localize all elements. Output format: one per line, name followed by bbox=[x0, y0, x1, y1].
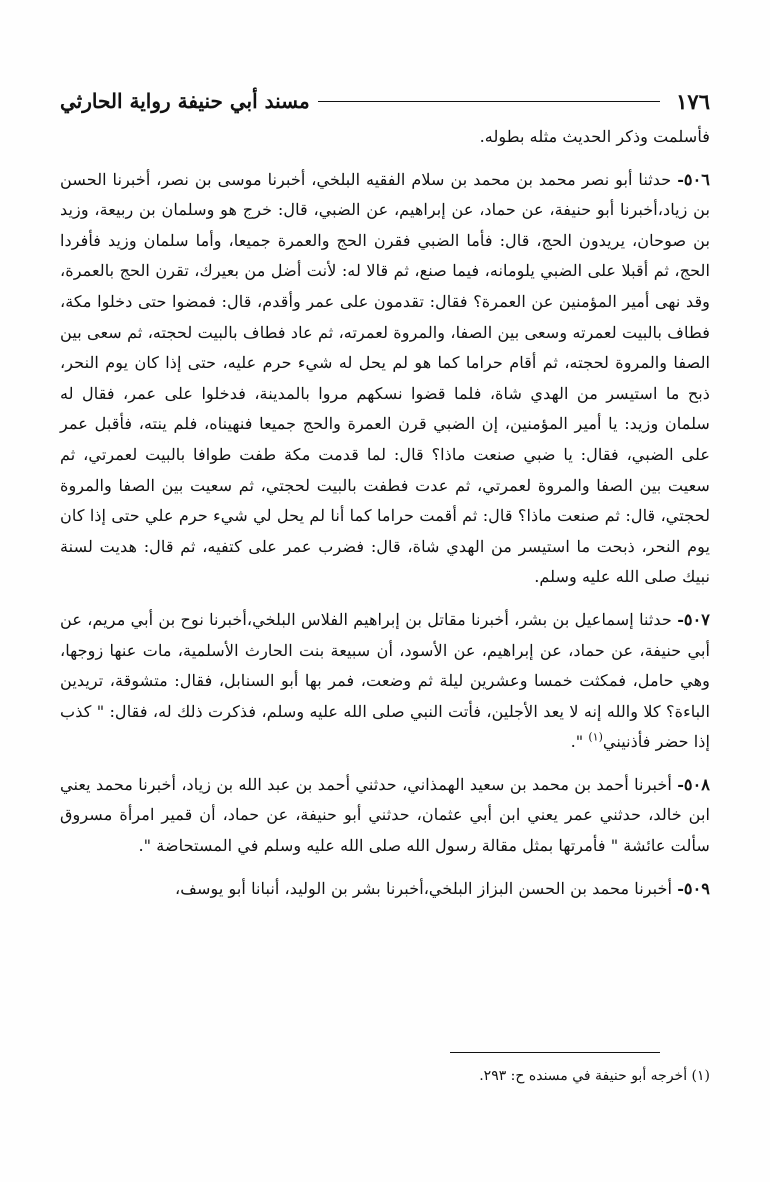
paragraph-text-end: ". bbox=[570, 732, 584, 752]
paragraph-text: حدثنا إسماعيل بن بشر، أخبرنا مقاتل بن إبراهيم الفلاس البلخي،أخبرنا نوح بن أبي مريم، عن أبي حنيفة، عن حماد، عن إبراهيم، عن الأسود، أن سبيعة بنت الحارث الأسلمية، مات عنها زوجها، وهي حامل، فمكثت خمسا وعشرين ليلة ثم وضعت، فمر بها أبو السنابل، فقال: متشوقة، تريدين الباءة؟ كلا والله إنه لا يعد الأجلين، فأتت النبي صلى الله عليه وسلم، فذكرت ذلك له، فقال: " كذب إذا حضر فأذنيني bbox=[60, 609, 710, 752]
main-text bbox=[60, 122, 710, 904]
paragraph-text: أخبرنا محمد بن الحسن البزاز البلخي،أخبرنا بشر بن الوليد، أنبانا أبو يوسف، bbox=[175, 878, 673, 898]
footnote-reference[interactable]: (١) bbox=[588, 730, 603, 744]
footnote-separator bbox=[450, 1052, 660, 1053]
hadith-508 bbox=[60, 770, 710, 862]
footnote: (١) أخرجه أبو حنيفة في مسنده ح: ٢٩٣. bbox=[479, 1068, 710, 1084]
running-header bbox=[60, 86, 710, 116]
paragraph-continuation bbox=[60, 122, 710, 153]
hadith-number: ٥٠٩- bbox=[677, 878, 710, 898]
paragraph-text: حدثنا أبو نصر محمد بن محمد بن سلام الفقيه البلخي، أخبرنا موسى بن نصر، أخبرنا الحسن بن زياد،أخبرنا أبو حنيفة، عن حماد، عن إبراهيم، عن الضبي، قال: خرج هو وسلمان بن ربيعة، وزيد بن صوحان، يريدون الحج، قال: فأما الضبي فقرن الحج والعمرة جميعا، وأما سلمان وزيد فأفردا الحج، ثم أقبلا على الضبي يلومانه، فيما صنع، ثم قالا له: لأنت أضل من بعيرك، تقرن الحج بالعمرة، وقد نهى أمير المؤمنين عن العمرة؟ فقال: تقدمون على عمر وأقدم، قال: فمضوا حتى دخلوا مكة، فطاف بالبيت لعمرته وسعى بين الصفا، والمروة لعمرته، ثم عاد فطاف بالبيت لحجته، ثم سعى بين الصفا والمروة لحجته، ثم أقام حراما كما هو لم يحل له شيء حرم عليه، حتى إذا كان يوم النحر، ذبح ما استيسر من الهدي شاة، فلما قضوا نسكهم مروا بالمدينة، فدخلوا على عمر، فقال له سلمان وزيد: يا أمير المؤمنين، إن الضبي قرن العمرة والحج جميعا فنهيناه، فلم ينته، فأقبل عمر على الضبي، فقال: يا ضبي صنعت ماذا؟ قال: لما قدمت مكة طفت طوافا بالبيت لعمرتي، ثم سعيت بين الصفا والمروة لعمرتي، ثم عدت فطفت بالبيت لحجتي، ثم سعيت بين الصفا والمروة لحجتي، قال: ثم صنعت ماذا؟ قال: ثم أقمت حراما كما أنا لم يحل لي شيء حرم علي حتى إذا كان يوم النحر، ذبحت ما استيسر من الهدي شاة، قال: فضرب عمر على كتفيه، ثم قال: هديت لسنة نبيك صلى الله عليه وسلم. bbox=[60, 169, 710, 587]
hadith-number: ٥٠٨- bbox=[677, 774, 710, 794]
hadith-509 bbox=[60, 874, 710, 905]
header-rule bbox=[318, 101, 660, 102]
hadith-number: ٥٠٦- bbox=[677, 169, 710, 189]
page-number: ١٧٦ bbox=[676, 88, 710, 114]
hadith-506 bbox=[60, 165, 710, 593]
paragraph-text: فأسلمت وذكر الحديث مثله بطوله. bbox=[479, 127, 710, 146]
hadith-507 bbox=[60, 605, 710, 758]
hadith-number: ٥٠٧- bbox=[677, 609, 710, 629]
paragraph-text: أخبرنا أحمد بن محمد بن سعيد الهمذاني، حدثني أحمد بن عبد الله بن زياد، أخبرنا محمد يعني ابن خالد، حدثني عمر يعني ابن أبي عثمان، حدثني أبو حنيفة، عن حماد، أن قمير امرأة مسروق سألت عائشة " فأمرتها بمثل مقالة رسول الله صلى الله عليه وسلم في المستحاضة ". bbox=[60, 774, 710, 856]
header-title: مسند أبي حنيفة رواية الحارثي bbox=[60, 89, 310, 113]
